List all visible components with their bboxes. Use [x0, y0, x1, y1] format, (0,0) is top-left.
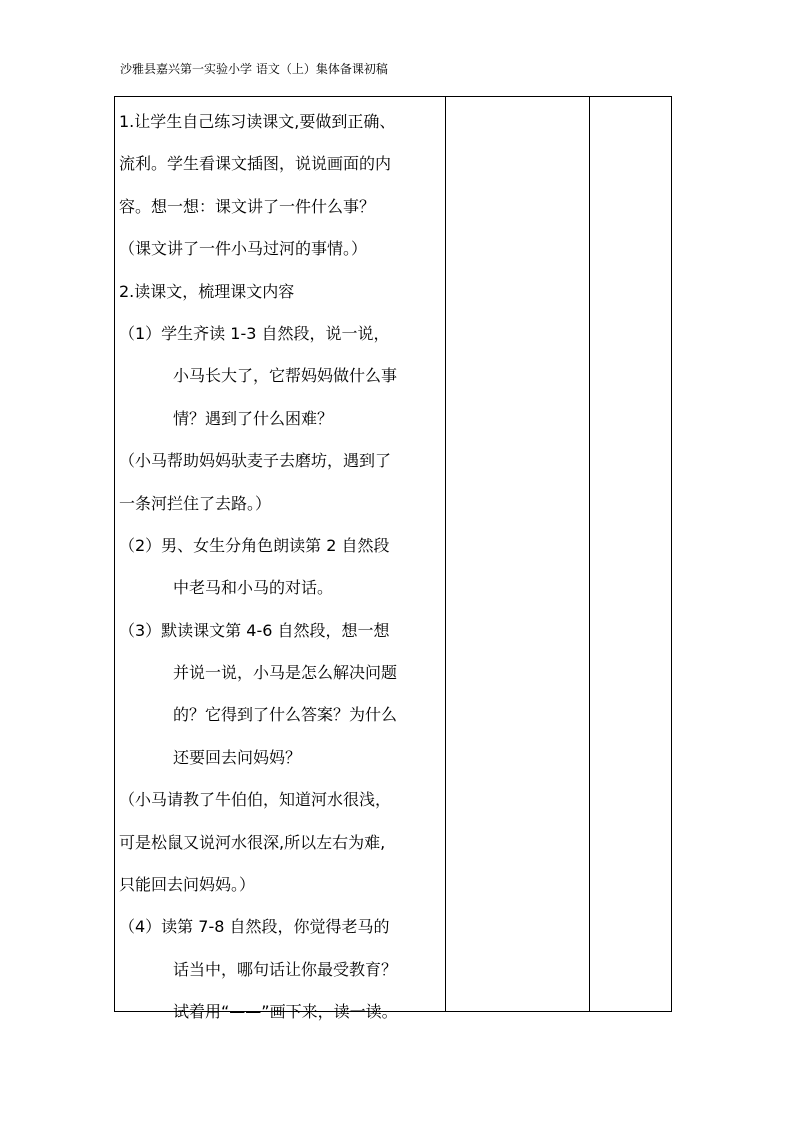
teaching-content-cell — [119, 101, 441, 1034]
content-line: 情？遇到了什么困难？ — [173, 408, 334, 428]
content-line: 1.让学生自己练习读课文,要做到正确、 — [119, 112, 396, 131]
content-line: 流利。学生看课文插图，说说画面的内 — [119, 154, 392, 174]
content-line: （4）读第 7-8 自然段，你觉得老马的 — [119, 917, 390, 937]
content-line: 中老马和小马的对话。 — [173, 578, 334, 598]
content-line: （小马请教了牛伯伯，知道河水很浅， — [119, 790, 392, 810]
content-line: 可是松鼠又说河水很深,所以左右为难, — [119, 832, 386, 852]
content-line: （小马帮助妈妈驮麦子去磨坊，遇到了 — [119, 451, 392, 471]
content-line: 一条河拦住了去路。） — [119, 493, 272, 513]
column-divider — [589, 97, 590, 1011]
column-divider — [445, 97, 446, 1011]
content-line: 容。想一想：课文讲了一件什么事？ — [119, 196, 376, 216]
content-line: （课文讲了一件小马过河的事情。） — [119, 239, 368, 259]
content-line: （2）男、女生分角色朗读第 2 自然段 — [119, 535, 390, 555]
content-line: 小马长大了，它帮妈妈做什么事 — [173, 366, 398, 386]
content-line: （1）学生齐读 1-3 自然段，说一说， — [119, 323, 390, 343]
lesson-plan-table — [114, 96, 672, 1022]
content-line: 话当中，哪句话让你最受教育？ — [173, 959, 398, 979]
content-line: 的？它得到了什么答案？为什么 — [173, 705, 398, 725]
page-header: 沙雅县嘉兴第一实验小学 语文（上）集体备课初稿 — [120, 62, 388, 76]
content-line: 只能回去问妈妈。） — [119, 875, 256, 895]
content-line: 试着用“——”画下来，读一读。 — [173, 1002, 398, 1022]
content-line: 并说一说，小马是怎么解决问题 — [173, 663, 398, 683]
content-line: （3）默读课文第 4-6 自然段，想一想 — [119, 620, 390, 640]
content-line: 2.读课文，梳理课文内容 — [119, 281, 295, 301]
content-line: 还要回去问妈妈？ — [173, 747, 302, 767]
